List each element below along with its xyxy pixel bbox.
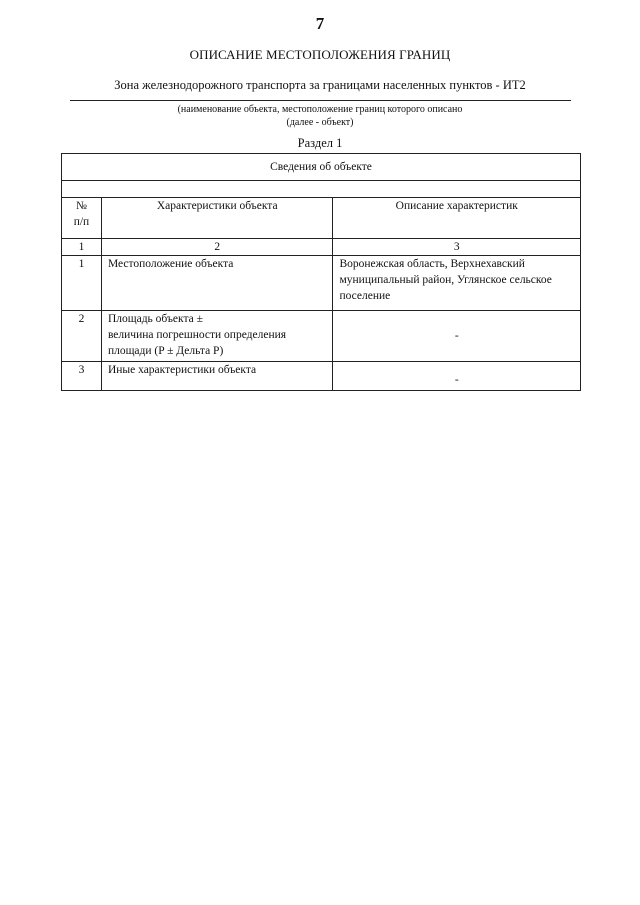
column-index: 2: [101, 239, 333, 256]
row-num: 2: [62, 311, 102, 362]
document-title: ОПИСАНИЕ МЕСТОПОЛОЖЕНИЯ ГРАНИЦ: [189, 47, 451, 62]
row-num: 3: [62, 362, 102, 391]
table-spacer-row: [62, 181, 581, 198]
column-index: 3: [333, 239, 581, 256]
object-info-table: [61, 153, 581, 391]
caption-line-2: (далее - объект): [286, 117, 354, 128]
row-description: -: [333, 311, 581, 362]
column-index: 1: [62, 239, 102, 256]
row-description: Воронежская область, Верхнехавский муниципальный район, Углянское сельское поселение: [333, 256, 581, 311]
table-title-row: [62, 154, 581, 181]
object-name-underline: [70, 100, 571, 101]
table-row: [62, 256, 581, 311]
row-characteristic: Площадь объекта ± величина погрешности определения площади (P ± Дельта P): [101, 311, 333, 362]
column-index-row: [62, 239, 581, 256]
column-header-num: № п/п: [62, 198, 102, 239]
column-header-characteristic: Характеристики объекта: [101, 198, 333, 239]
page-number: 7: [315, 14, 325, 33]
table-title: Сведения об объекте: [62, 154, 581, 181]
row-characteristic: Местоположение объекта: [101, 256, 333, 311]
row-num: 1: [62, 256, 102, 311]
table-row: [62, 311, 581, 362]
table-row: [62, 362, 581, 391]
table-header-row: [62, 198, 581, 239]
row-description: -: [333, 362, 581, 391]
column-header-description: Описание характеристик: [333, 198, 581, 239]
row-characteristic: Иные характеристики объекта: [101, 362, 333, 391]
caption-line-1: (наименование объекта, местоположение границ которого описано: [177, 104, 463, 115]
section-label: Раздел 1: [297, 136, 343, 150]
table-spacer: [62, 181, 581, 198]
object-name: Зона железнодорожного транспорта за границами населенных пунктов - ИТ2: [114, 78, 526, 92]
